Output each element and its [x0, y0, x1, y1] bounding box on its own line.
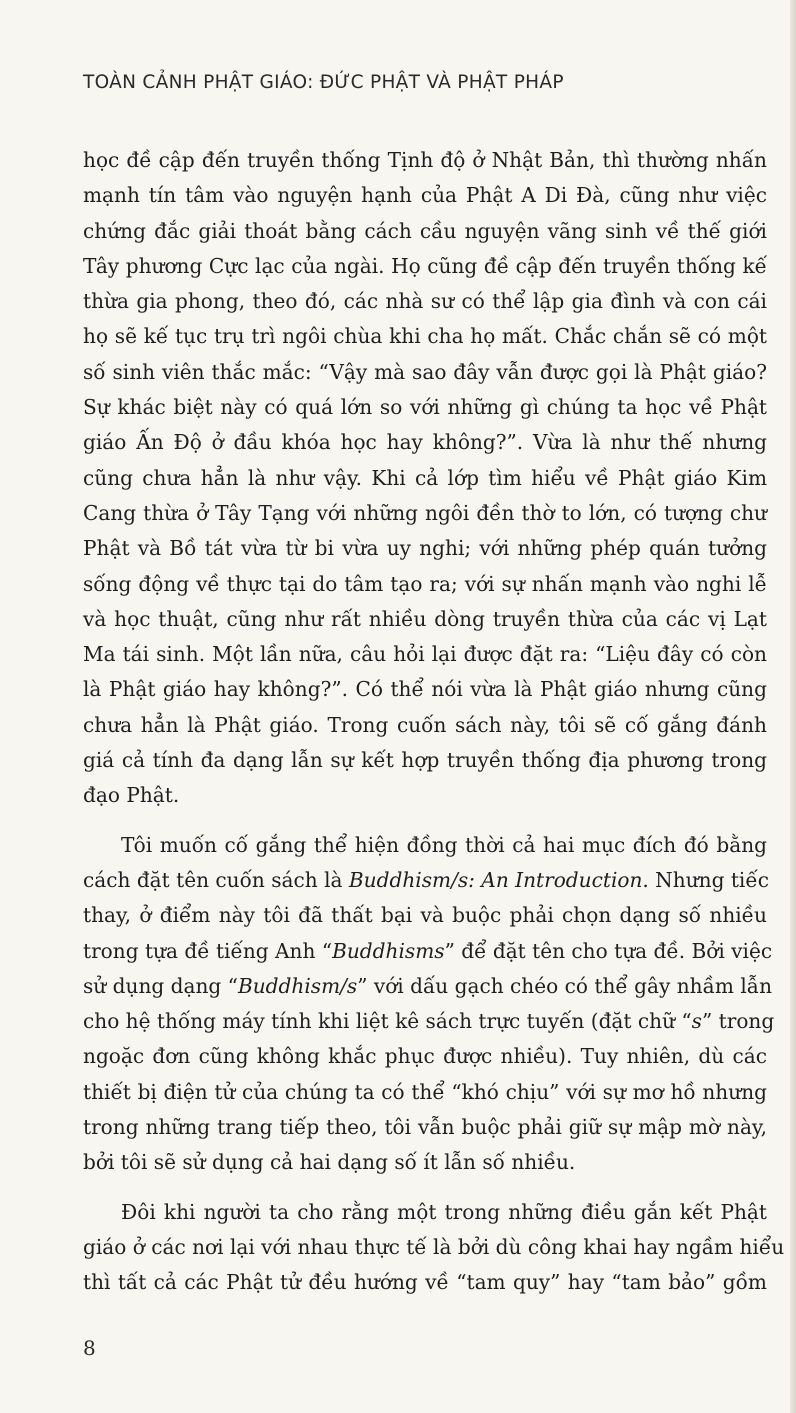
italic-text: Buddhism/s: An Introduction [348, 867, 643, 892]
text-run: sử dụng dạng “ [83, 973, 238, 998]
text-line [83, 1145, 767, 1180]
text-line [83, 969, 773, 1004]
text-run: giáo ở các nơi lại với nhau thực tế là bởi dù công khai hay ngầm hiểu [83, 1234, 785, 1259]
text-run: Tôi muốn cố gắng thể hiện đồng thời cả hai mục đích đó bằng [121, 832, 767, 857]
running-header: TOÀN CẢNH PHẬT GIÁO: ĐỨC PHẬT VÀ PHẬT PHÁP [83, 72, 564, 93]
text-run: học đề cập đến truyền thống Tịnh độ ở Nhật Bản, thì thường nhấn [83, 148, 767, 172]
text-run: cách đặt tên cuốn sách là [83, 867, 349, 892]
text-run: trong tựa đề tiếng Anh “ [83, 938, 333, 963]
paragraph-gap [83, 1181, 767, 1195]
text-run: Phật và Bồ tát vừa từ bi vừa uy nghi; với những phép quán tưởng [83, 536, 767, 561]
text-run: chứng đắc giải thoát bằng cách cầu nguyện vãng sinh về thế giới [83, 218, 767, 243]
text-run: Tây phương Cực lạc của ngài. Họ cũng đề cập đến truyền thống kế [83, 253, 767, 278]
text-run: sống động về thực tại do tâm tạo ra; với sự nhấn mạnh vào nghi lễ [83, 571, 767, 596]
text-line [83, 1265, 767, 1300]
text-line [83, 934, 773, 969]
text-line [83, 425, 767, 460]
text-line [83, 355, 767, 390]
text-line [83, 249, 767, 284]
text-line [83, 531, 767, 566]
text-run: thừa gia phong, theo đó, các nhà sư có thể lập gia đình và con cái [83, 289, 767, 314]
text-run: Ma tái sinh. Một lần nữa, câu hỏi lại được đặt ra: “Liệu đây có còn [83, 642, 767, 667]
italic-text: Buddhism/s [237, 973, 358, 998]
text-run: giá cả tính đa dạng lẫn sự kết hợp truyền thống địa phương trong [83, 748, 767, 773]
text-run: trong những trang tiếp theo, tôi vẫn buộc phải giữ sự mập mờ này, [83, 1115, 767, 1140]
text-run: Cang thừa ở Tây Tạng với những ngôi đền thờ to lớn, có tượng chư [83, 500, 767, 525]
text-run: giáo Ấn Độ ở đầu khóa học hay không?”. Vừa là như thế nhưng [83, 430, 767, 455]
text-line [83, 708, 767, 743]
text-line [83, 214, 767, 249]
text-run: ” để đặt tên cho tựa đề. Bởi việc [444, 938, 773, 963]
text-run: số sinh viên thắc mắc: “Vậy mà sao đây vẫn được gọi là Phật giáo? [83, 359, 767, 384]
text-line [83, 602, 767, 637]
body-text [83, 143, 785, 1301]
italic-text: Buddhisms [332, 938, 445, 963]
text-line [83, 284, 767, 319]
text-line [83, 143, 767, 178]
paragraph [83, 1195, 785, 1301]
text-run: là Phật giáo hay không?”. Có thể nói vừa là Phật giáo nhưng cũng [83, 677, 767, 702]
paragraph [83, 828, 775, 1181]
page-number: 8 [83, 1336, 96, 1360]
text-line [83, 1039, 767, 1074]
text-run: Sự khác biệt này có quá lớn so với những gì chúng ta học về Phật [83, 395, 767, 420]
text-line [83, 1230, 785, 1265]
text-line [83, 1004, 775, 1039]
text-run: và học thuật, cũng như rất nhiều dòng truyền thừa của các vị Lạt [83, 606, 767, 631]
text-line [83, 637, 767, 672]
text-run: đạo Phật. [83, 783, 180, 808]
text-line [83, 898, 767, 933]
italic-text: s [691, 1009, 702, 1034]
text-line [83, 778, 767, 813]
paragraph-gap [83, 814, 767, 828]
text-run: họ sẽ kế tục trụ trì ngôi chùa khi cha họ mất. Chắc chắn sẽ có một [83, 324, 767, 349]
text-line [83, 461, 767, 496]
text-line [83, 672, 767, 707]
text-line [83, 178, 767, 213]
text-line [83, 1075, 767, 1110]
text-run: bởi tôi sẽ sử dụng cả hai dạng số ít lẫn số nhiều. [83, 1150, 576, 1175]
text-run: mạnh tín tâm vào nguyện hạnh của Phật A Di Đà, cũng như việc [83, 183, 767, 208]
text-line [83, 1110, 767, 1145]
text-run: thiết bị điện tử của chúng ta có thể “khó chịu” với sự mơ hồ nhưng [83, 1079, 767, 1104]
text-run: . Nhưng tiếc [642, 867, 769, 892]
text-line [83, 390, 767, 425]
text-run: ngoặc đơn cũng không khắc phục được nhiều). Tuy nhiên, dù các [83, 1044, 767, 1069]
text-run: ” với dấu gạch chéo có thể gây nhầm lẫn [357, 973, 773, 998]
text-line [83, 863, 767, 898]
text-line [83, 828, 767, 863]
text-run: ” trong [701, 1009, 775, 1034]
text-run: Đôi khi người ta cho rằng một trong những điều gắn kết Phật [121, 1199, 767, 1224]
text-line [83, 1195, 767, 1230]
text-run: chưa hẳn là Phật giáo. Trong cuốn sách này, tôi sẽ cố gắng đánh [83, 712, 767, 737]
text-line [83, 743, 767, 778]
text-line [83, 496, 767, 531]
page-edge [790, 0, 796, 1413]
text-run: cho hệ thống máy tính khi liệt kê sách trực tuyến (đặt chữ “ [83, 1009, 692, 1034]
text-run: thay, ở điểm này tôi đã thất bại và buộc phải chọn dạng số nhiều [83, 903, 767, 928]
paragraph [83, 143, 767, 814]
text-line [83, 319, 767, 354]
text-run: thì tất cả các Phật tử đều hướng về “tam quy” hay “tam bảo” gồm [83, 1270, 767, 1295]
text-run: cũng chưa hẳn là như vậy. Khi cả lớp tìm hiểu về Phật giáo Kim [83, 465, 767, 490]
text-line [83, 567, 767, 602]
